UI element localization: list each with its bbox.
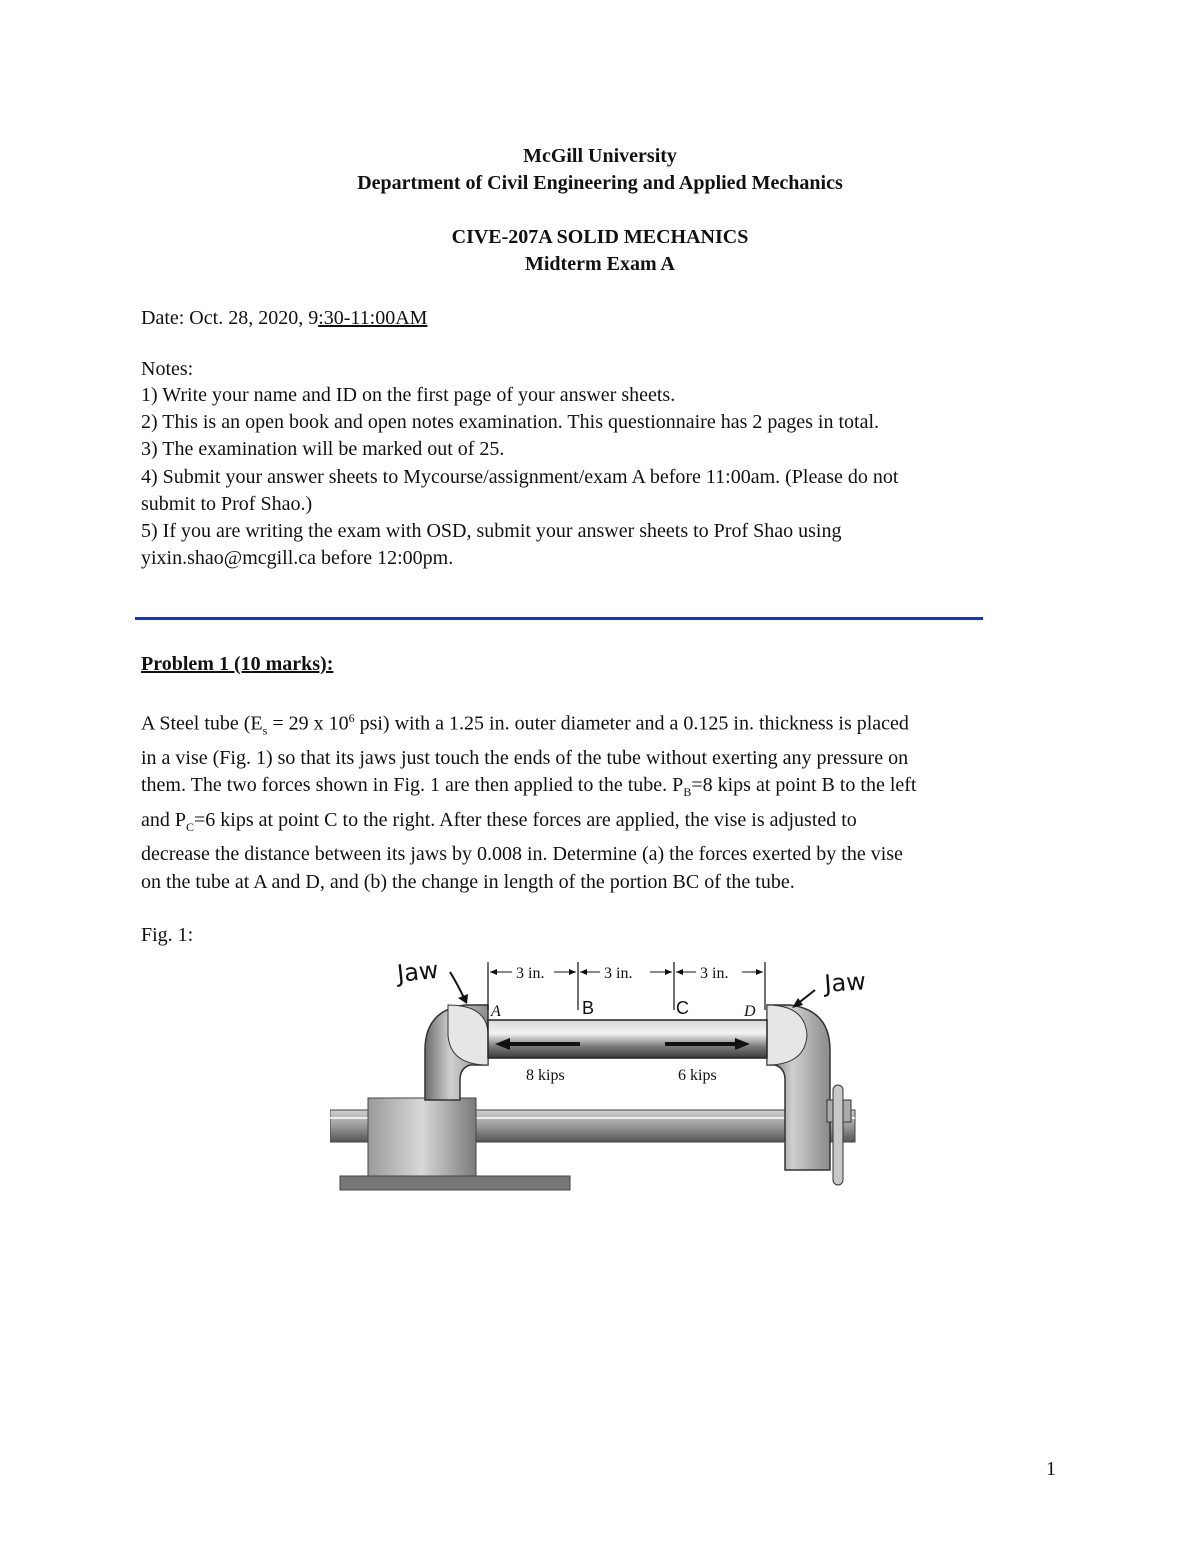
statement-line: them. The two forces shown in Fig. 1 are then applied to the tube. $P_B=8$ kips at point B to the left xyxy=(141,774,917,800)
exam-date xyxy=(141,305,427,332)
statement-line: decrease the distance between its jaws by 0.008 in. Determine (a) the forces exerted by the vise xyxy=(141,843,903,866)
note-line-4-cont: submit to Prof Shao.) xyxy=(141,493,313,515)
point-b-label: B xyxy=(582,998,595,1018)
point-d-label: D xyxy=(744,1003,756,1020)
note-line-4: 4) Submit your answer sheets to Mycourse/assignment/exam A before 11:00am. (Please do not xyxy=(141,466,899,488)
steel-tube xyxy=(488,1020,767,1058)
problem-1-statement xyxy=(141,705,1071,896)
jaw-left-annotation: Jaw xyxy=(395,955,440,988)
problem-1-title: Problem 1 (10 marks): xyxy=(141,653,334,675)
university-title: McGill University xyxy=(523,145,677,167)
note-line-3: 3) The examination will be marked out of 25. xyxy=(141,438,505,460)
jaw-left-arrow xyxy=(450,972,465,1000)
date-prefix: Date: Oct. 28, 2020, 9 xyxy=(141,307,319,329)
note-line-2: 2) This is an open book and open notes examination. This questionnaire has 2 pages in total. xyxy=(141,411,880,433)
point-c-label: C xyxy=(676,998,689,1018)
date-time-underlined: :30-11:00AM xyxy=(318,307,428,329)
statement-line: A Steel tube ($E_s = 29$ x $10^6$ psi) with a 1.25 in. outer diameter and a 0.125 in. thickness is placed xyxy=(141,711,909,738)
statement-line: and $P_C=6$ kips at point C to the right. After these forces are applied, the vise is adjusted to xyxy=(141,808,857,834)
department-title: Department of Civil Engineering and Applied Mechanics xyxy=(357,172,843,194)
section-divider xyxy=(135,617,983,620)
note-line-1: 1) Write your name and ID on the first page of your answer sheets. xyxy=(141,384,676,406)
dim-label-2: 3 in. xyxy=(604,965,633,982)
point-a-label: A xyxy=(491,1003,501,1020)
load-c-label: 6 kips xyxy=(678,1067,717,1084)
statement-line: in a vise (Fig. 1) so that its jaws just touch the ends of the tube without exerting any pressure on xyxy=(141,747,909,770)
exam-title: Midterm Exam A xyxy=(525,253,675,275)
vise-handle xyxy=(833,1085,843,1185)
vise-base xyxy=(368,1098,476,1178)
vise-figure xyxy=(330,950,890,1195)
page-number: 1 xyxy=(1046,1458,1056,1480)
statement-line: on the tube at A and D, and (b) the change in length of the portion BC of the tube. xyxy=(141,870,795,893)
jaw-right-annotation: Jaw xyxy=(823,967,867,998)
notes-title: Notes: xyxy=(141,358,194,380)
dim-label-1: 3 in. xyxy=(516,965,545,982)
note-line-5: 5) If you are writing the exam with OSD, submit your answer sheets to Prof Shao using xyxy=(141,520,842,542)
load-b-label: 8 kips xyxy=(526,1067,565,1084)
course-title: CIVE-207A SOLID MECHANICS xyxy=(451,226,749,248)
dim-label-3: 3 in. xyxy=(700,965,729,982)
note-line-5-cont: yixin.shao@mcgill.ca before 12:00pm. xyxy=(141,547,454,569)
figure-label: Fig. 1: xyxy=(141,924,194,946)
